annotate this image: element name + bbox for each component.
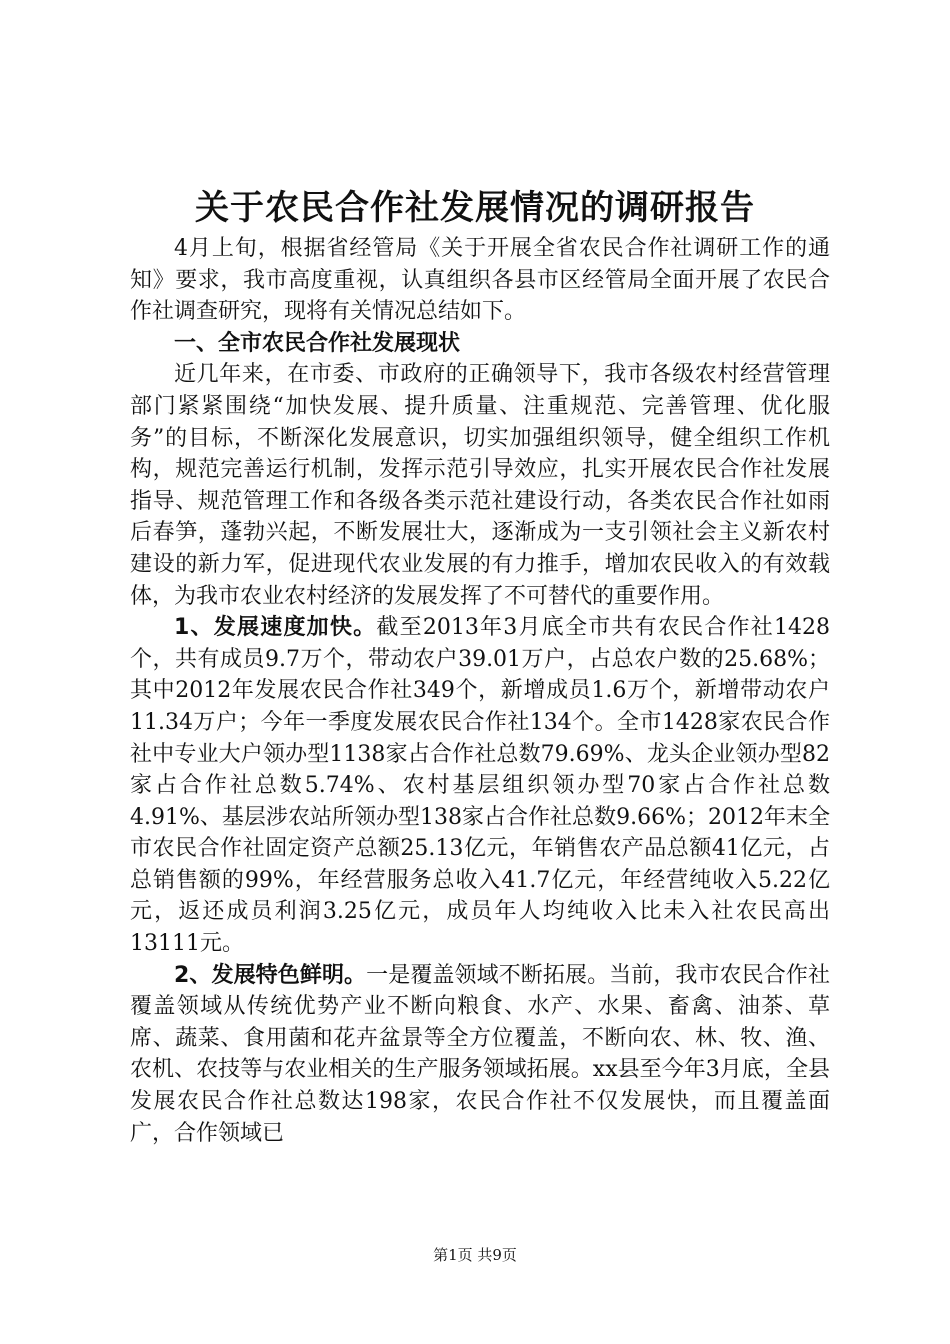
intro-paragraph: 4月上旬，根据省经管局《关于开展全省农民合作社调研工作的通知》要求，我市高度重视，认真组织各县市区经管局全面开展了农民合作社调查研究，现将有关情况总结如下。 [130,236,830,325]
point-lead-1: 1、发展速度加快。 [174,615,377,641]
point-text-2: 一是覆盖领域不断拓展。当前，我市农民合作社覆盖领域从传统优势产业不断向粮食、水产、水果、畜禽、油茶、草席、蔬菜、食用菌和花卉盆景等全方位覆盖，不断向农、林、牧、渔、农机、农技等与农业相关的生产服务领域拓展。xx县至今年3月底，全县发展农民合作社总数达198家，农民合作社不仅发展快，而且覆盖面广，合作领域已 [130,962,830,1146]
section-heading: 一、全市农民合作社发展现状 [174,330,461,356]
point-paragraph-1 [130,612,830,960]
point-paragraph-2 [130,960,830,1150]
point-lead-2: 2、发展特色鲜明。 [174,962,367,988]
document-title: 关于农民合作社发展情况的调研报告 [195,188,755,228]
section-paragraph: 近几年来，在市委、市政府的正确领导下，我市各级农村经营管理部门紧紧围绕“加快发展、提升质量、注重规范、完善管理、优化服务”的目标，不断深化发展意识，切实加强组织领导，健全组织工作机构，规范完善运行机制，发挥示范引导效应，扎实开展农民合作社发展指导、规范管理工作和各级各类示范社建设行动，各类农民合作社如雨后春笋，蓬勃兴起，不断发展壮大，逐渐成为一支引领社会主义新农村建设的新力军，促进现代农业发展的有力推手，增加农民收入的有效载体，为我市农业农村经济的发展发挥了不可替代的重要作用。 [130,362,830,609]
document-body [130,233,830,1149]
page-number-footer: 第1页 共9页 [433,1246,517,1264]
point-text-1: 截至2013年3月底全市共有农民合作社1428个，共有成员9.7万个，带动农户39.01万户，占总农户数的25.68%；其中2012年发展农民合作社349个，新增成员1.6万个，新增带动农户11.34万户；今年一季度发展农民合作社134个。全市1428家农民合作社中专业大户领办型1138家占合作社总数79.69%、龙头企业领办型82家占合作社总数5.74%、农村基层组织领办型70家占合作社总数4.91%、基层涉农站所领办型138家占合作社总数9.66%；2012年末全市农民合作社固定资产总额25.13亿元，年销售农产品总额41亿元，占总销售额的99%，年经营服务总收入41.7亿元，年经营纯收入5.22亿元，返还成员利润3.25亿元，成员年人均纯收入比未入社农民高出13111元。 [130,615,830,957]
